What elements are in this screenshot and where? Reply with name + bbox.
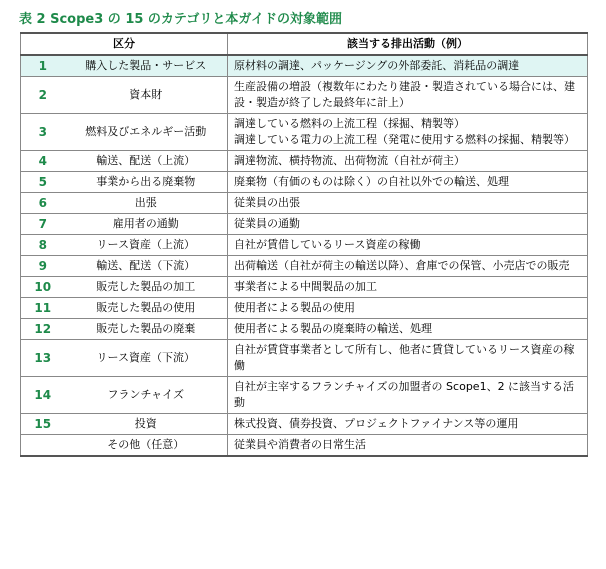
scope3-category-table: [20, 32, 588, 457]
category-number: 7: [21, 214, 65, 235]
activity-line: 従業員の通勤: [234, 217, 300, 230]
activity-example: [228, 55, 588, 77]
category-name: 輸送、配送（下流）: [65, 256, 228, 277]
activity-line: 原材料の調達、パッケージングの外部委託、消耗品の調達: [234, 59, 520, 72]
category-name: 資本財: [65, 77, 228, 114]
category-name: フランチャイズ: [65, 377, 228, 414]
activity-line: 従業員や消費者の日常生活: [234, 438, 366, 451]
activity-line: 事業者による中間製品の加工: [234, 280, 377, 293]
table-row: [21, 414, 588, 435]
category-number: 1: [21, 55, 65, 77]
table-row: [21, 277, 588, 298]
category-name: 販売した製品の廃棄: [65, 319, 228, 340]
category-number: 4: [21, 151, 65, 172]
category-name: 投資: [65, 414, 228, 435]
table-row: [21, 319, 588, 340]
header-activity: 該当する排出活動（例）: [228, 33, 588, 55]
category-number: 12: [21, 319, 65, 340]
category-name: 販売した製品の加工: [65, 277, 228, 298]
category-number: 13: [21, 340, 65, 377]
table-row: [21, 340, 588, 377]
table-row: [21, 298, 588, 319]
activity-line: 株式投資、債券投資、プロジェクトファイナンス等の運用: [234, 417, 519, 430]
category-number: 8: [21, 235, 65, 256]
table-row: [21, 55, 588, 77]
category-name: 購入した製品・サービス: [65, 55, 228, 77]
header-category: 区分: [21, 33, 228, 55]
category-name: 事業から出る廃棄物: [65, 172, 228, 193]
category-number: 14: [21, 377, 65, 414]
activity-example: [228, 340, 588, 377]
activity-line: 生産設備の増設（複数年にわたり建設・製造されている場合には、建設・製造が終了した最終年に計上）: [234, 80, 575, 109]
table-row: [21, 114, 588, 151]
category-number: 10: [21, 277, 65, 298]
category-name: 出張: [65, 193, 228, 214]
table-header-row: [21, 33, 588, 55]
activity-line: 調達している電力の上流工程（発電に使用する燃料の採掘、精製等）: [234, 133, 575, 146]
activity-example: [228, 114, 588, 151]
activity-line: 廃棄物（有価のものは除く）の自社以外での輸送、処理: [234, 175, 509, 188]
activity-line: 自社が賃借しているリース資産の稼働: [234, 238, 421, 251]
table-title: 表 2 Scope3 の 15 のカテゴリと本ガイドの対象範囲: [19, 12, 343, 27]
activity-example: [228, 214, 588, 235]
activity-example: [228, 235, 588, 256]
category-number: 6: [21, 193, 65, 214]
activity-line: 出荷輸送（自社が荷主の輸送以降）、倉庫での保管、小売店での販売: [234, 259, 570, 272]
table-row: [21, 256, 588, 277]
category-name: 輸送、配送（上流）: [65, 151, 228, 172]
table-row: [21, 172, 588, 193]
activity-example: [228, 172, 588, 193]
activity-example: [228, 277, 588, 298]
activity-line: 調達物流、横持物流、出荷物流（自社が荷主）: [234, 154, 465, 167]
category-number: 2: [21, 77, 65, 114]
activity-line: 自社が主宰するフランチャイズの加盟者の Scope1、2 に該当する活動: [234, 380, 575, 409]
activity-line: 使用者による製品の廃棄時の輸送、処理: [234, 322, 432, 335]
category-name: 雇用者の通勤: [65, 214, 228, 235]
table-row: [21, 214, 588, 235]
category-name: 販売した製品の使用: [65, 298, 228, 319]
activity-line: 調達している燃料の上流工程（採掘、精製等）: [234, 117, 465, 130]
table-row: [21, 377, 588, 414]
table-row: [21, 235, 588, 256]
table-row: [21, 77, 588, 114]
activity-example: [228, 193, 588, 214]
activity-example: [228, 319, 588, 340]
activity-example: [228, 151, 588, 172]
activity-example: [228, 414, 588, 435]
category-name: 燃料及びエネルギー活動: [65, 114, 228, 151]
category-number: [21, 435, 65, 457]
activity-example: [228, 256, 588, 277]
category-number: 15: [21, 414, 65, 435]
activity-example: [228, 77, 588, 114]
table-row: [21, 435, 588, 457]
category-name: リース資産（上流）: [65, 235, 228, 256]
activity-example: [228, 377, 588, 414]
category-number: 3: [21, 114, 65, 151]
activity-example: [228, 298, 588, 319]
category-number: 5: [21, 172, 65, 193]
category-number: 9: [21, 256, 65, 277]
activity-line: 従業員の出張: [234, 196, 300, 209]
table-row: [21, 151, 588, 172]
category-name: リース資産（下流）: [65, 340, 228, 377]
activity-line: 使用者による製品の使用: [234, 301, 355, 314]
activity-example: [228, 435, 588, 457]
category-name: その他（任意）: [65, 435, 228, 457]
activity-line: 自社が賃貸事業者として所有し、他者に賃貸しているリース資産の稼働: [234, 343, 575, 372]
table-row: [21, 193, 588, 214]
category-number: 11: [21, 298, 65, 319]
